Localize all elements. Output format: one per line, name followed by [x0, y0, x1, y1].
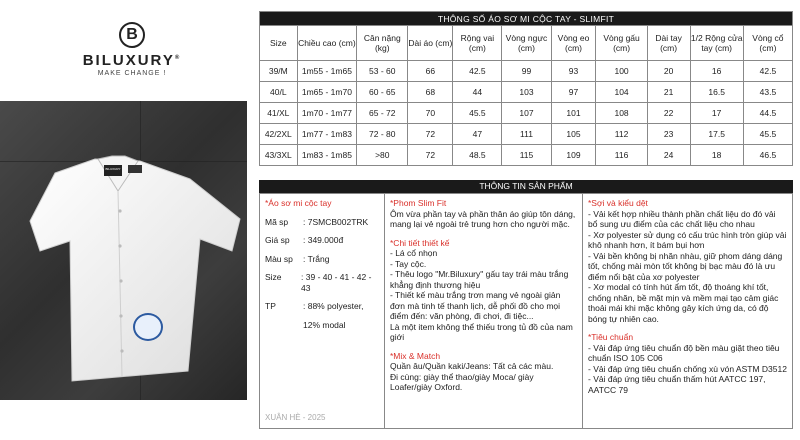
spec-cell: 17.5: [690, 124, 743, 145]
info-section-line: Ôm vừa phần tay và phần thân áo giúp tôn dáng, mang lại vẻ ngoài trẻ trung hơn cho người mặc.: [390, 208, 576, 229]
product-field: [265, 217, 379, 228]
spec-cell: 16: [690, 61, 743, 82]
spec-table-title: THÔNG SỐ ÁO SƠ MI CỘC TAY - SLIMFIT: [260, 12, 793, 26]
spec-row: [260, 124, 793, 145]
spec-cell: 18: [690, 145, 743, 166]
spec-cell: 16.5: [690, 82, 743, 103]
info-section-heading: *Phom Slim Fit: [390, 198, 447, 208]
info-section-line: - Vải bền không bị nhăn nhàu, giữ phom dáng dáng tốt, chống mài mòn tốt không bị bạc màu đó là ưu điểm nổi bật của xơ polyester: [588, 250, 783, 282]
spec-cell: 39/M: [260, 61, 298, 82]
spec-cell: 111: [502, 124, 551, 145]
info-col-product: [260, 194, 385, 428]
product-name: *Áo sơ mi cộc tay: [265, 198, 332, 208]
spec-header-cell: Dài tay (cm): [647, 26, 690, 61]
product-info-panel: [259, 193, 793, 429]
product-photo: [0, 101, 247, 400]
info-section-line: - Vải đáp ứng tiêu chuẩn độ bền màu giặt theo tiêu chuẩn ISO 105 C06: [588, 342, 780, 363]
info-section-line: - Thêu logo "Mr.Biluxury" gấu tay trái màu trắng khẳng định thương hiệu: [390, 269, 569, 290]
info-section-line: - Xơ polyester sử dụng có cấu trúc hình tròn giúp vải khô nhanh hơn, ít bám bụi hơn: [588, 229, 787, 250]
spec-cell: 1m77 - 1m83: [297, 124, 357, 145]
spec-cell: 43/3XL: [260, 145, 298, 166]
spec-cell: 100: [596, 61, 647, 82]
spec-cell: 43.5: [743, 82, 792, 103]
info-section-heading: *Tiêu chuẩn: [588, 332, 634, 342]
info-section: [390, 351, 577, 393]
spec-cell: 72: [408, 145, 453, 166]
spec-cell: 41/XL: [260, 103, 298, 124]
spec-cell: 45.5: [743, 124, 792, 145]
spec-cell: 66: [408, 61, 453, 82]
product-field-key: Mã sp: [265, 216, 289, 227]
spec-header-cell: Rộng vai (cm): [453, 26, 502, 61]
logo-symbol: B: [119, 22, 145, 48]
spec-header-cell: Vòng cổ (cm): [743, 26, 792, 61]
logo-brand: [72, 52, 192, 69]
spec-cell: 101: [551, 103, 596, 124]
spec-cell: 112: [596, 124, 647, 145]
spec-cell: 24: [647, 145, 690, 166]
size-spec-table: [259, 11, 793, 166]
info-section-heading: *Sợi và kiểu dệt: [588, 198, 648, 208]
info-col-design: [385, 194, 583, 428]
spec-cell: 107: [502, 103, 551, 124]
info-section-line: - Tay cộc.: [390, 258, 427, 269]
info-section-heading: *Chi tiết thiết kế: [390, 237, 450, 248]
shirt-hang-tag: [133, 313, 163, 341]
spec-cell: 47: [453, 124, 502, 145]
spec-header-cell: Dài áo (cm): [408, 26, 453, 61]
info-section-line: - Xơ modal có tính hút ẩm tốt, độ thoáng khí tốt, chống nhăn, bề mặt mịn và mềm mại tạo cảm giác thoải mái khi mặc không gây kích ứng da, có độ bóng tự nhiên cao.: [588, 282, 779, 324]
spec-row: [260, 61, 793, 82]
info-title: THÔNG TIN SẢN PHẨM: [259, 180, 793, 193]
info-section-line: - Vải kết hợp nhiều thành phần chất liệu do đó vải bổ sung ưu điểm của các chất liệu cho nhau: [588, 208, 776, 229]
info-section-line: - Lá cổ nhọn: [390, 248, 438, 258]
spec-cell: 93: [551, 61, 596, 82]
spec-cell: 42.5: [453, 61, 502, 82]
spec-header-cell: Vòng gấu (cm): [596, 26, 647, 61]
info-section: [390, 198, 577, 230]
spec-cell: 108: [596, 103, 647, 124]
spec-row: [260, 103, 793, 124]
spec-cell: 1m83 - 1m85: [297, 145, 357, 166]
spec-cell: 42.5: [743, 61, 792, 82]
info-col-material: [583, 194, 792, 428]
spec-cell: 21: [647, 82, 690, 103]
shirt-illustration: [0, 101, 247, 400]
info-section-line: Đi cùng: giày thể thao/giày Moca/ giày Loafer/giày Oxford.: [390, 371, 534, 392]
product-field: [265, 235, 379, 246]
spec-cell: 48.5: [453, 145, 502, 166]
season-label: XUÂN HÈ - 2025: [265, 412, 326, 422]
spec-cell: 65 - 72: [357, 103, 408, 124]
product-field: [265, 254, 379, 265]
spec-cell: 42/2XL: [260, 124, 298, 145]
spec-cell: 103: [502, 82, 551, 103]
product-field: [265, 272, 379, 293]
spec-cell: 104: [596, 82, 647, 103]
spec-cell: 1m55 - 1m65: [297, 61, 357, 82]
product-field-value: : 7SMCB002TRK: [303, 216, 369, 227]
info-section-line: - Vải đáp ứng tiêu chuẩn chống xù vón ASTM D3512: [588, 363, 787, 374]
spec-cell: 45.5: [453, 103, 502, 124]
info-section: [588, 198, 787, 324]
info-section-heading: *Mix & Match: [390, 350, 441, 361]
info-section-line: Là một item không thể thiếu trong tủ đồ của nam giới: [390, 321, 573, 342]
product-field-key: Giá sp: [265, 235, 290, 245]
spec-cell: 23: [647, 124, 690, 145]
logo-tagline: MAKE CHANGE !: [97, 70, 167, 77]
spec-row: [260, 145, 793, 166]
spec-header-cell: Cân nặng (kg): [357, 26, 408, 61]
spec-header-cell: 1/2 Rộng cửa tay (cm): [690, 26, 743, 61]
spec-row: [260, 82, 793, 103]
brand-logo: [72, 22, 192, 77]
spec-cell: 44.5: [743, 103, 792, 124]
spec-cell: 53 - 60: [357, 61, 408, 82]
spec-cell: >80: [357, 145, 408, 166]
product-field-key: TP: [265, 301, 276, 311]
spec-cell: 1m70 - 1m77: [297, 103, 357, 124]
spec-cell: 72 - 80: [357, 124, 408, 145]
spec-cell: 115: [502, 145, 551, 166]
spec-cell: 99: [502, 61, 551, 82]
spec-cell: 97: [551, 82, 596, 103]
spec-header-cell: Chiều cao (cm): [297, 26, 357, 61]
spec-cell: 70: [408, 103, 453, 124]
product-field-key: Màu sp: [265, 253, 293, 264]
product-field-value: : Trắng: [303, 253, 330, 264]
info-section-line: - Vải đáp ứng tiêu chuẩn thấm hút AATCC 197, AATCC 79: [588, 374, 766, 395]
spec-header-cell: Vòng eo (cm): [551, 26, 596, 61]
spec-cell: 68: [408, 82, 453, 103]
spec-cell: 20: [647, 61, 690, 82]
spec-cell: 105: [551, 124, 596, 145]
spec-header-cell: Vòng ngực (cm): [502, 26, 551, 61]
spec-cell: 44: [453, 82, 502, 103]
product-field-value: : 349.000đ: [303, 235, 344, 245]
info-section-line: - Thiết kế màu trắng trơn mang vẻ ngoài giản đơn mà tinh tế thanh lịch, dễ phối đồ cho mọi điểm đến: văn phòng, đi chơi, đi tiệc...: [390, 290, 561, 321]
product-field: [265, 301, 379, 312]
spec-cell: 1m65 - 1m70: [297, 82, 357, 103]
spec-cell: 46.5: [743, 145, 792, 166]
spec-cell: 17: [690, 103, 743, 124]
product-field-value: : 39 - 40 - 41 - 42 - 43: [301, 272, 372, 293]
spec-cell: 72: [408, 124, 453, 145]
info-section-line: Quần âu/Quần kaki/Jeans: Tất cả các màu.: [390, 361, 554, 371]
product-tp-extra: 12% modal: [303, 319, 346, 330]
spec-cell: 22: [647, 103, 690, 124]
spec-cell: 60 - 65: [357, 82, 408, 103]
info-section: [588, 332, 787, 395]
shirt-neck-label: BILUXURY: [105, 167, 121, 171]
product-field-value: : 88% polyester,: [303, 301, 364, 311]
spec-cell: 109: [551, 145, 596, 166]
spec-cell: 116: [596, 145, 647, 166]
product-field-key: Size: [265, 272, 282, 282]
spec-cell: 40/L: [260, 82, 298, 103]
logo-registered: ®: [174, 55, 182, 61]
logo-brand-text: BILUXURY: [82, 52, 175, 69]
info-section: [390, 238, 577, 343]
spec-header-cell: Size: [260, 26, 298, 61]
